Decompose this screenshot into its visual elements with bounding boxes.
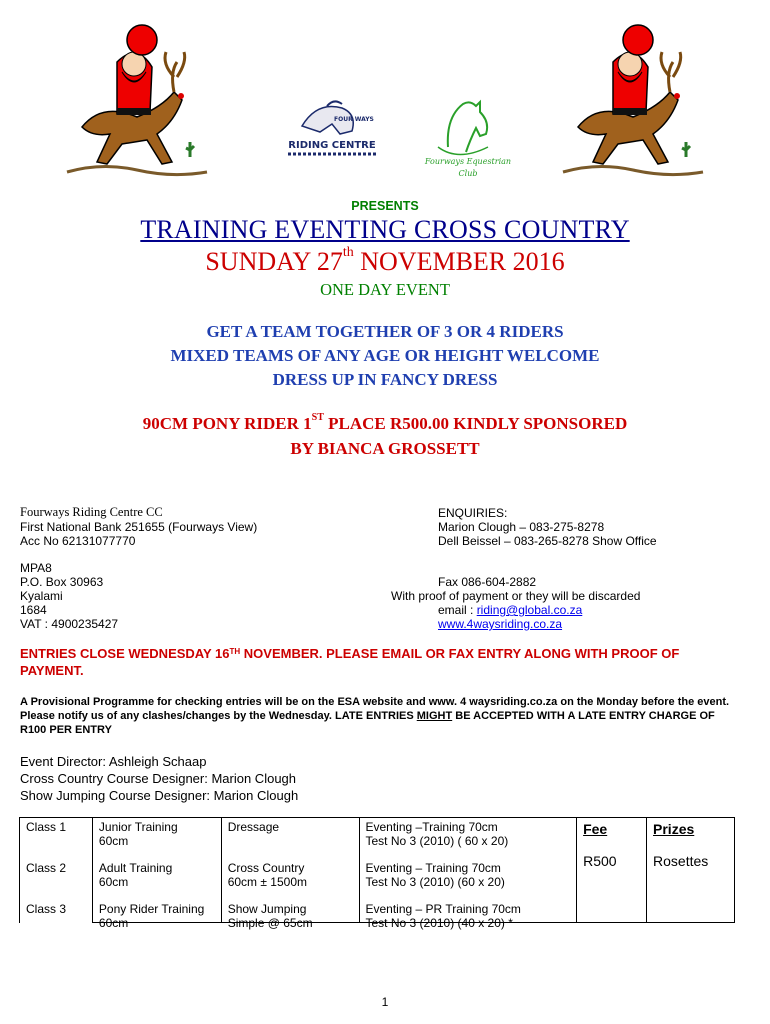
team-line-3: DRESS UP IN FANCY DRESS <box>272 370 498 389</box>
phase-cell: Cross Country 60cm ± 1500m <box>227 861 307 889</box>
event-director: Event Director: Ashleigh Schaap <box>20 754 207 769</box>
test-cell: Eventing –Training 70cm Test No 3 (2010) ( 60 x 20) <box>365 820 509 848</box>
provisional-programme-note: A Provisional Programme for checking entries will be on the ESA website and www. 4 waysriding.co.za on the Monday before the event. Please notify us of any clashes/changes by the Wednesday. LATE ENTRIES MIGHT BE ACCEPTED WITH A LATE ENTRY CHARGE OF R100 PER ENTRY <box>20 696 730 736</box>
enquiry-contact-1: Marion Clough – 083-275-8278 <box>438 520 605 534</box>
class-name-cell: Adult Training 60cm <box>98 861 173 889</box>
enquiry-contact-2: Dell Beissel – 083-265-8278 Show Office <box>438 534 657 548</box>
table-row <box>20 818 735 923</box>
bank-name: First National Bank 251655 (Fourways View) <box>20 520 258 534</box>
xc-course-designer: Cross Country Course Designer: Marion Clough <box>20 771 297 786</box>
fax-number: Fax 086-604-2882 <box>438 575 537 589</box>
santa-reindeer-logo-right <box>558 22 708 187</box>
address-line-1: MPA8 <box>20 561 52 575</box>
sponsor-line-1: 90CM PONY RIDER 1ST PLACE R500.00 KINDLY SPONSORED <box>142 412 628 433</box>
page-number: 1 <box>381 995 389 1009</box>
class-label: Class 2 <box>26 861 67 875</box>
svg-text:FOUR WAYS: FOUR WAYS <box>334 116 374 123</box>
presents-label: PRESENTS <box>351 199 419 213</box>
proof-of-payment-note: With proof of payment or they will be discarded <box>391 589 641 603</box>
address-line-2: P.O. Box 30963 <box>20 575 104 589</box>
sponsor-line-2: BY BIANCA GROSSETT <box>290 439 480 458</box>
email-line: email : riding@global.co.za <box>438 603 583 617</box>
svg-text:Fourways Equestrian: Fourways Equestrian <box>424 157 512 166</box>
class-label: Class 3 <box>26 902 67 916</box>
fourways-equestrian-club-logo <box>418 92 518 180</box>
fourways-riding-centre-logo <box>282 96 382 166</box>
class-schedule-table <box>19 817 735 930</box>
address-line-4: 1684 <box>20 603 47 617</box>
class-name-cell: Pony Rider Training 60cm <box>98 902 205 930</box>
event-subtitle: ONE DAY EVENT <box>320 280 450 299</box>
entries-close-notice: ENTRIES CLOSE WEDNESDAY 16TH NOVEMBER. PLEASE EMAIL OR FAX ENTRY ALONG WITH PROOF OF PAYMENT. <box>20 646 680 678</box>
phase-cell: Dressage <box>227 820 280 834</box>
class-label: Class 1 <box>26 820 67 834</box>
phase-cell: Show Jumping Simple @ 65cm <box>227 902 313 930</box>
test-cell: Eventing – PR Training 70cm Test No 3 (2010) (40 x 20) * <box>365 902 521 930</box>
enquiries-heading: ENQUIRIES: <box>438 506 508 520</box>
svg-text:Club: Club <box>458 169 478 178</box>
event-title: TRAINING EVENTING CROSS COUNTRY <box>140 215 630 244</box>
team-line-1: GET A TEAM TOGETHER OF 3 OR 4 RIDERS <box>206 322 564 341</box>
vat-number: VAT : 4900235427 <box>20 617 119 631</box>
prizes-value: Rosettes <box>653 853 709 869</box>
bank-account-number: Acc No 62131077770 <box>20 534 136 548</box>
team-line-2: MIXED TEAMS OF ANY AGE OR HEIGHT WELCOME <box>170 346 600 365</box>
svg-text:RIDING CENTRE: RIDING CENTRE <box>288 140 376 151</box>
address-line-3: Kyalami <box>20 589 63 603</box>
sj-course-designer: Show Jumping Course Designer: Marion Clough <box>20 788 299 803</box>
event-date: SUNDAY 27th NOVEMBER 2016 <box>205 245 565 276</box>
email-link[interactable]: riding@global.co.za <box>476 603 583 617</box>
fee-header: Fee <box>583 821 608 837</box>
prizes-header: Prizes <box>653 821 695 837</box>
santa-reindeer-logo-left <box>62 22 212 187</box>
bank-account-name: Fourways Riding Centre CC <box>20 505 163 519</box>
class-name-cell: Junior Training 60cm <box>98 820 178 848</box>
test-cell: Eventing – Training 70cm Test No 3 (2010) (60 x 20) <box>365 861 505 889</box>
website-link[interactable]: www.4waysriding.co.za <box>438 617 563 631</box>
fee-value: R500 <box>583 853 617 869</box>
